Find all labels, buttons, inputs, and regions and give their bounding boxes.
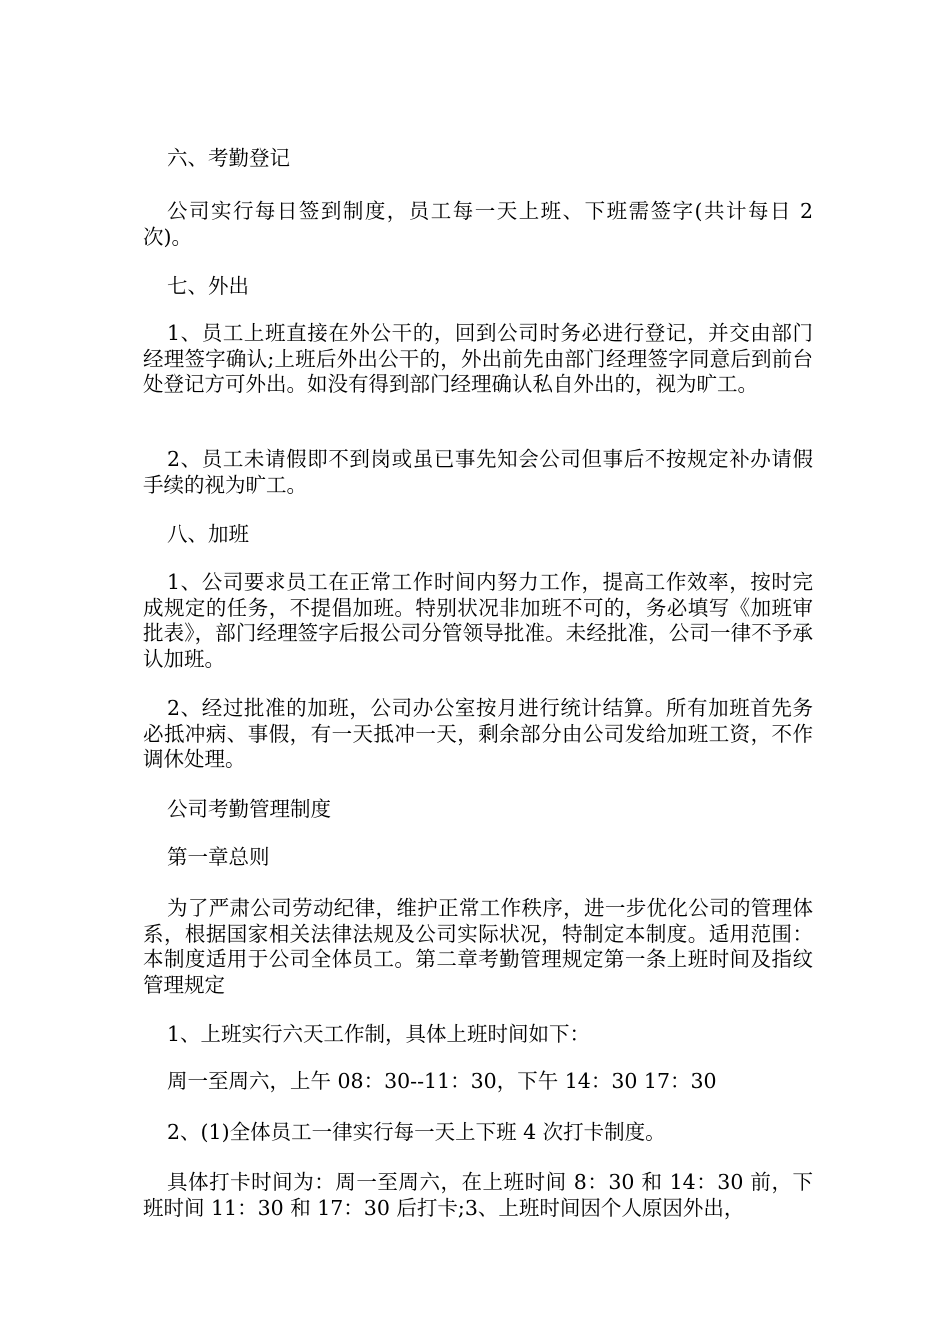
paragraph-purpose-and-scope: 为了严肃公司劳动纪律，维护正常工作秩序，进一步优化公司的管理体系，根据国家相关法律法规及公司实际状况，特制定本制度。适用范围：本制度适用于公司全体员工。第二章考勤管理规定第一条上班时间及指纹管理规定 bbox=[143, 896, 813, 997]
paragraph-going-out-rule-1: 1、员工上班直接在外公干的，回到公司时务必进行登记，并交由部门经理签字确认;上班后外出公干的，外出前先由部门经理签字同意后到前台处登记方可外出。如没有得到部门经理确认私自外出的，视为旷工。 bbox=[143, 321, 813, 396]
paragraph-clock-in-times: 具体打卡时间为：周一至周六，在上班时间 8：30 和 14：30 前，下班时间 11：30 和 17：30 后打卡;3、上班时间因个人原因外出， bbox=[143, 1170, 813, 1220]
document-title-attendance-policy: 公司考勤管理制度 bbox=[167, 797, 331, 821]
section-heading-overtime: 八、加班 bbox=[167, 522, 249, 546]
paragraph-clock-in-system: 2、(1)全体员工一律实行每一天上下班 4 次打卡制度。 bbox=[167, 1120, 666, 1144]
chapter-heading-general-provisions: 第一章总则 bbox=[167, 845, 270, 869]
paragraph-daily-sign-in: 公司实行每日签到制度，员工每一天上班、下班需签字(共计每日 2 次)。 bbox=[143, 199, 813, 249]
section-heading-going-out: 七、外出 bbox=[167, 274, 249, 298]
paragraph-overtime-rule-2: 2、经过批准的加班，公司办公室按月进行统计结算。所有加班首先务必抵冲病、事假，有一天抵冲一天，剩余部分由公司发给加班工资，不作调休处理。 bbox=[143, 696, 813, 771]
paragraph-going-out-rule-2: 2、员工未请假即不到岗或虽已事先知会公司但事后不按规定补办请假手续的视为旷工。 bbox=[143, 447, 813, 497]
paragraph-work-schedule: 1、上班实行六天工作制，具体上班时间如下： bbox=[167, 1022, 591, 1046]
paragraph-work-hours: 周一至周六，上午 08：30--11：30，下午 14：30 17：30 bbox=[167, 1069, 717, 1093]
paragraph-overtime-rule-1: 1、公司要求员工在正常工作时间内努力工作，提高工作效率，按时完成规定的任务，不提倡加班。特别状况非加班不可的，务必填写《加班审批表》，部门经理签字后报公司分管领导批准。未经批准，公司一律不予承认加班。 bbox=[143, 570, 813, 671]
section-heading-attendance-registration: 六、考勤登记 bbox=[167, 146, 290, 170]
